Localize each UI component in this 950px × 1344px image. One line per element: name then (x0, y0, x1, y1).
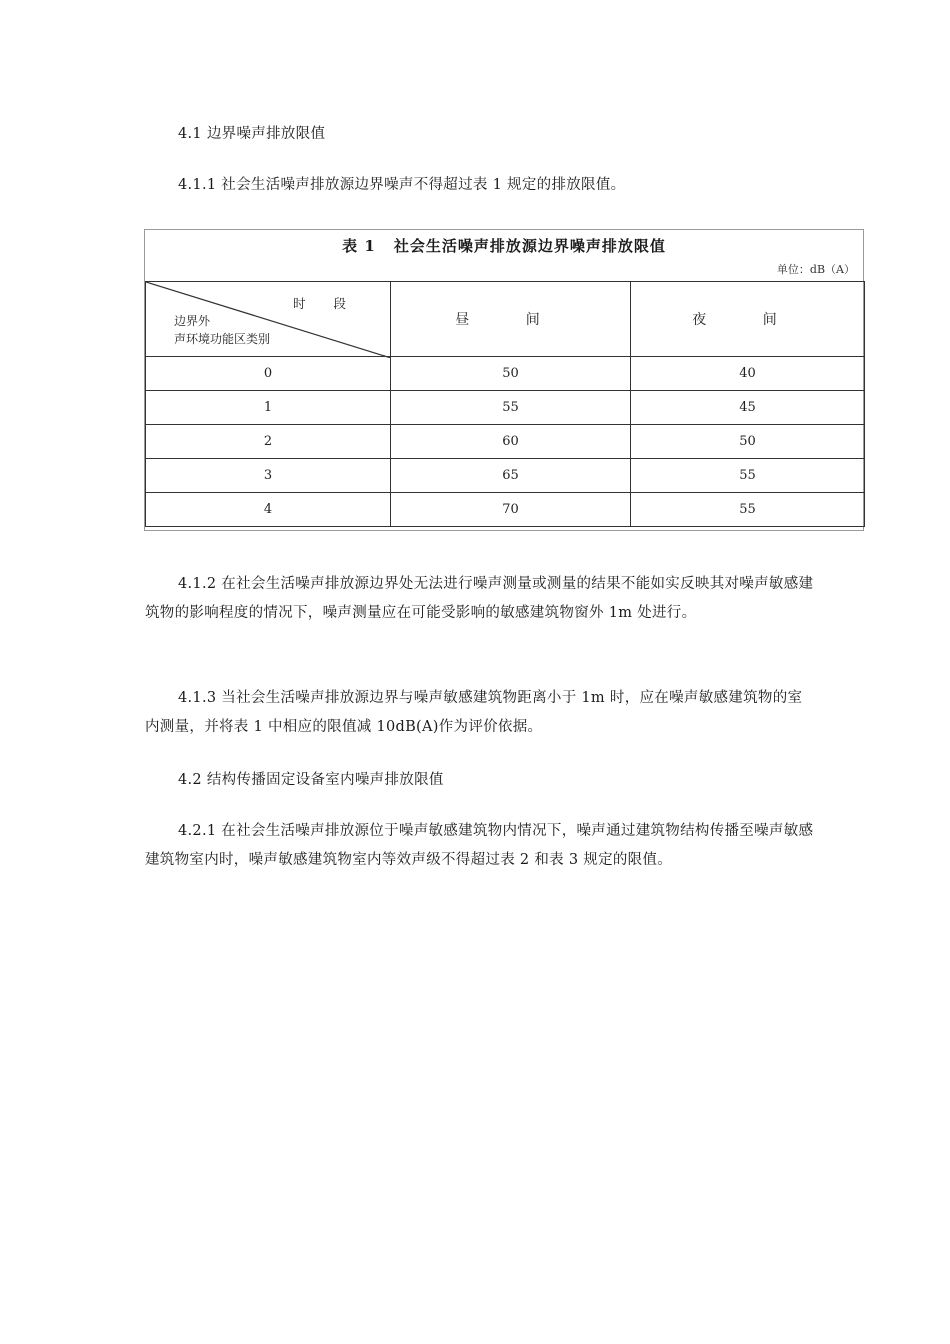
table-row (146, 493, 865, 527)
cell-night-limit: 40 (631, 357, 865, 391)
section-heading-4-2: 4.2 结构传播固定设备室内噪声排放限值 (178, 772, 444, 788)
table-header-row (146, 282, 865, 357)
cell-day-limit: 65 (391, 459, 631, 493)
paragraph-4-1-2: 4.1.2 在社会生活噪声排放源边界处无法进行噪声测量或测量的结果不能如实反映其对噪声敏感建筑物的影响程度的情况下，噪声测量应在可能受影响的敏感建筑物窗外 1m 处进行。 (145, 576, 814, 621)
paragraph-4-1-3: 4.1.3 当社会生活噪声排放源边界与噪声敏感建筑物距离小于 1m 时，应在噪声敏感建筑物的室内测量，并将表 1 中相应的限值减 10dB(A)作为评价依据。 (145, 690, 803, 735)
cell-day-limit: 60 (391, 425, 631, 459)
table-row (146, 425, 865, 459)
table-unit: 单位：dB（A） (776, 263, 855, 276)
table-title-text: 社会生活噪声排放源边界噪声排放限值 (393, 237, 666, 255)
table-title (145, 235, 863, 256)
cell-night-limit: 50 (631, 425, 865, 459)
table-row (146, 391, 865, 425)
section-heading-4-1: 4.1 边界噪声排放限值 (178, 126, 326, 142)
table-number: 表 1 (342, 237, 376, 255)
cell-day-limit: 55 (391, 391, 631, 425)
cell-day-limit: 50 (391, 357, 631, 391)
corner-label-outer: 边界外 (174, 314, 211, 328)
paragraph-4-2-1: 4.2.1 在社会生活噪声排放源位于噪声敏感建筑物内情况下，噪声通过建筑物结构传播至噪声敏感建筑物室内时，噪声敏感建筑物室内等效声级不得超过表 2 和表 3 规定的限值。 (145, 823, 814, 868)
column-header-day: 昼 间 (391, 282, 631, 357)
table-corner-cell (146, 282, 391, 357)
column-header-night: 夜 间 (631, 282, 865, 357)
table-row (146, 459, 865, 493)
cell-category: 0 (146, 357, 391, 391)
cell-night-limit: 55 (631, 493, 865, 527)
cell-night-limit: 55 (631, 459, 865, 493)
cell-category: 2 (146, 425, 391, 459)
cell-night-limit: 45 (631, 391, 865, 425)
paragraph-4-1-1: 4.1.1 社会生活噪声排放源边界噪声不得超过表 1 规定的排放限值。 (178, 177, 626, 193)
corner-label-functional-zone: 声环境功能区类别 (174, 332, 271, 346)
cell-category: 3 (146, 459, 391, 493)
cell-category: 1 (146, 391, 391, 425)
table-row (146, 357, 865, 391)
table-1 (144, 229, 864, 531)
corner-label-period: 时 段 (293, 296, 358, 311)
cell-category: 4 (146, 493, 391, 527)
cell-day-limit: 70 (391, 493, 631, 527)
table-grid (145, 281, 865, 527)
